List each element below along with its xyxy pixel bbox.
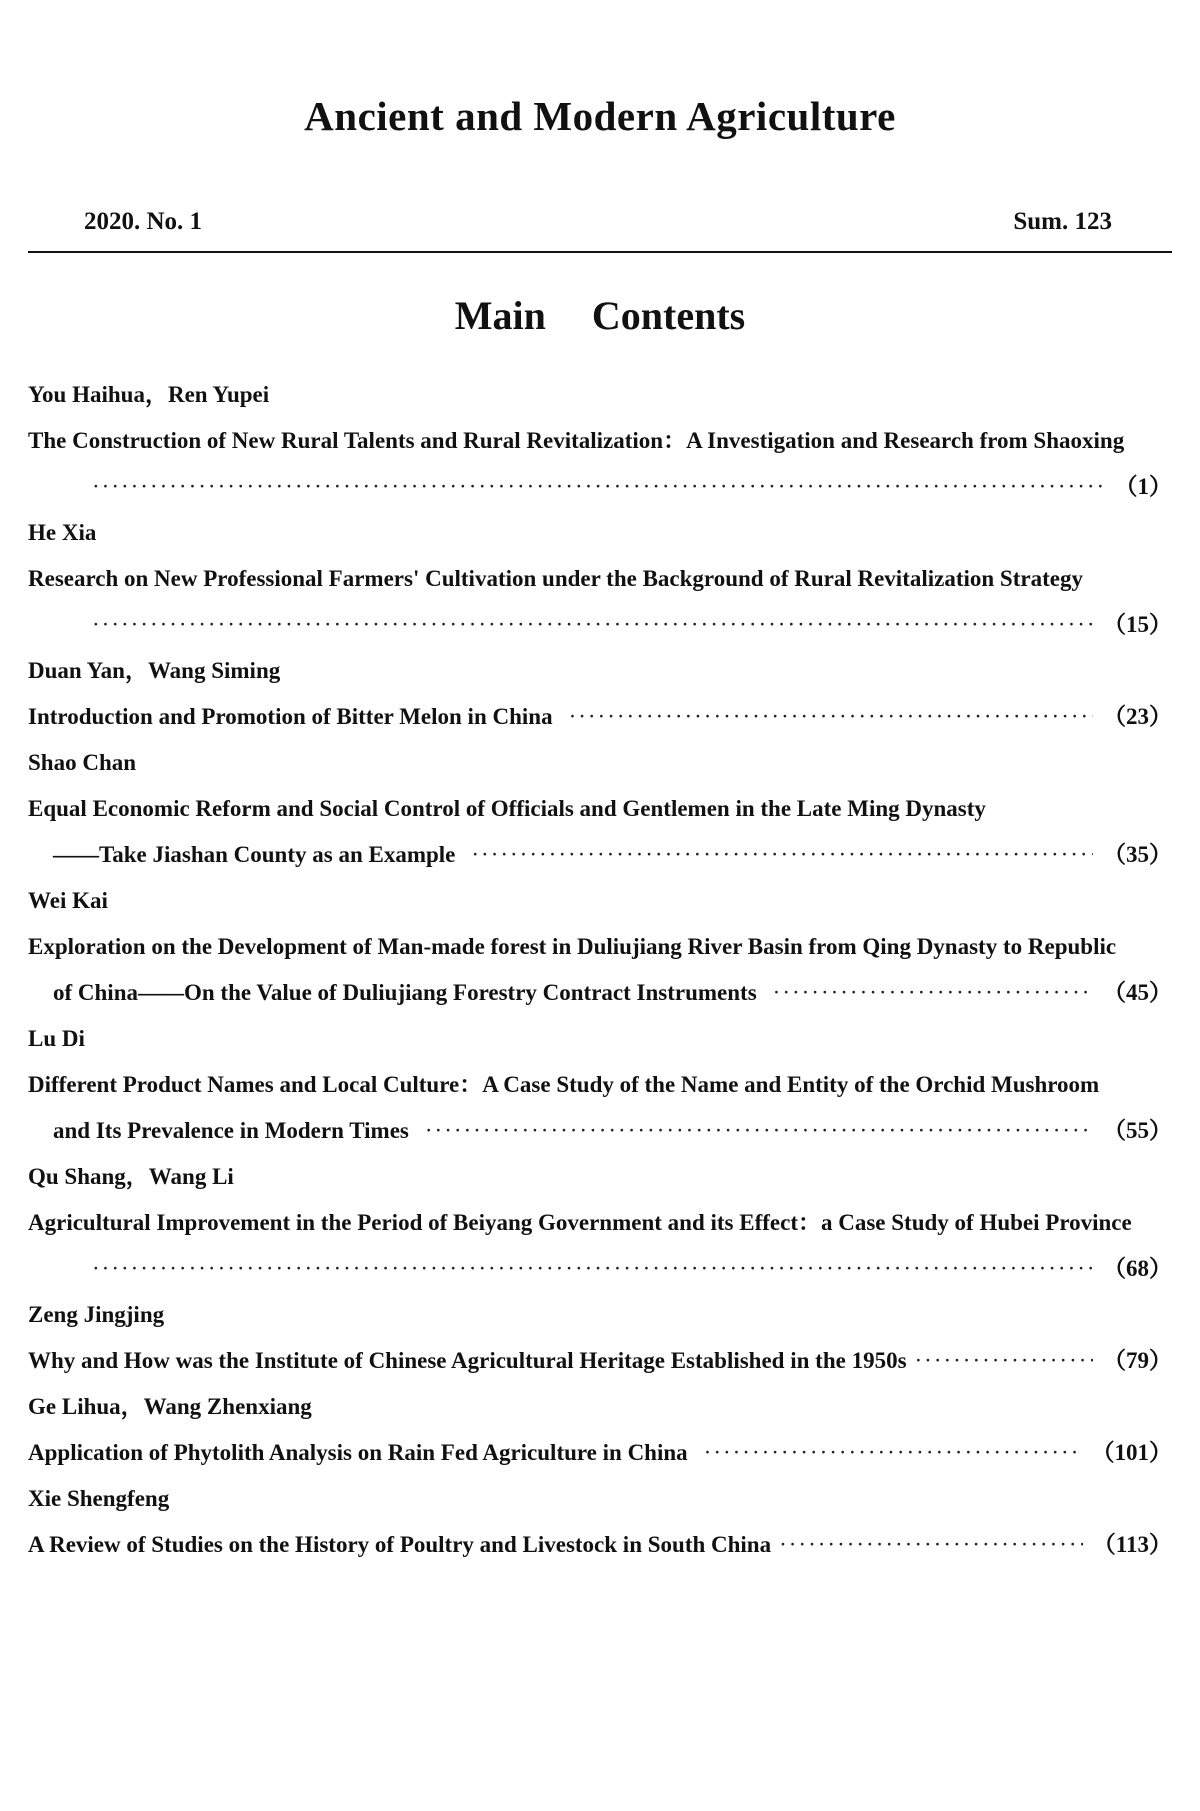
- entry-leader-line: [28, 464, 1172, 510]
- entry-title[interactable]: Application of Phytolith Analysis on Rain Fed Agriculture in China: [28, 1440, 688, 1465]
- journal-title: Ancient and Modern Agriculture: [304, 93, 896, 139]
- entry-title[interactable]: The Construction of New Rural Talents and Rural Revitalization：A Investigation and Research from Shaoxing: [28, 428, 1125, 453]
- entry-title[interactable]: Equal Economic Reform and Social Control of Officials and Gentlemen in the Late Ming Dynasty: [28, 796, 986, 821]
- entry-authors: Lu Di: [28, 1026, 85, 1051]
- entry-title[interactable]: Why and How was the Institute of Chinese Agricultural Heritage Established in the 1950s: [28, 1348, 907, 1373]
- issue-number: 2020. No. 1: [84, 208, 203, 235]
- entry-page: （35）: [1103, 842, 1172, 867]
- entry-title-line: [28, 970, 1172, 1016]
- entry-title-line: [28, 1338, 1172, 1384]
- entry-title-line: [28, 1108, 1172, 1154]
- entry-page: （79）: [1103, 1348, 1172, 1373]
- dot-leader: [92, 1246, 1093, 1292]
- issue-sum: Sum. 123: [1013, 208, 1112, 235]
- entry-authors: Xie Shengfeng: [28, 1486, 170, 1511]
- entry-title-line: [28, 1430, 1172, 1476]
- dot-leader: [779, 1522, 1083, 1568]
- dot-leader: [92, 464, 1105, 510]
- entry-page: （23）: [1103, 704, 1172, 729]
- entry-title[interactable]: A Review of Studies on the History of Poultry and Livestock in South China: [28, 1532, 772, 1557]
- entry-authors: Zeng Jingjing: [28, 1302, 165, 1327]
- dot-leader: [471, 832, 1093, 878]
- entry-authors: Wei Kai: [28, 888, 108, 913]
- entry-authors: You Haihua，Ren Yupei: [28, 382, 270, 407]
- dot-leader: [704, 1430, 1082, 1476]
- dot-leader: [773, 970, 1093, 1016]
- entry-title[interactable]: Different Product Names and Local Culture：A Case Study of the Name and Entity of the Orchid Mushroom: [28, 1072, 1100, 1097]
- dot-leader: [569, 694, 1093, 740]
- dot-leader: [425, 1108, 1093, 1154]
- entry-title-line: [28, 1522, 1172, 1568]
- header-rule: [28, 251, 1172, 253]
- entry-page: （45）: [1103, 980, 1172, 1005]
- entry-authors: Qu Shang，Wang Li: [28, 1164, 234, 1189]
- entry-page: （55）: [1103, 1118, 1172, 1143]
- entry-title-continued[interactable]: of China——On the Value of Duliujiang Forestry Contract Instruments: [53, 980, 757, 1005]
- contents-heading: [0, 292, 1200, 339]
- entry-authors: Ge Lihua，Wang Zhenxiang: [28, 1394, 312, 1419]
- entry-leader-line: [28, 1246, 1172, 1292]
- table-of-contents: [28, 372, 1172, 1568]
- entry-title-line: [28, 832, 1172, 878]
- entry-authors: He Xia: [28, 520, 97, 545]
- contents-heading-word1: Main: [454, 293, 546, 338]
- entry-authors: Shao Chan: [28, 750, 137, 775]
- entry-leader-line: [28, 602, 1172, 648]
- entry-title-line: [28, 694, 1172, 740]
- entry-page: （15）: [1103, 612, 1172, 637]
- entry-page: （113）: [1092, 1532, 1172, 1557]
- entry-title[interactable]: Exploration on the Development of Man-made forest in Duliujiang River Basin from Qing Dynasty to Republic: [28, 934, 1117, 959]
- entry-page: （68）: [1103, 1256, 1172, 1281]
- contents-heading-word2: Contents: [591, 293, 746, 338]
- entry-page: （101）: [1091, 1440, 1172, 1465]
- entry-authors: Duan Yan，Wang Siming: [28, 658, 281, 683]
- entry-subtitle[interactable]: ——Take Jiashan County as an Example: [53, 842, 456, 867]
- dot-leader: [915, 1338, 1093, 1384]
- entry-title[interactable]: Agricultural Improvement in the Period of Beiyang Government and its Effect：a Case Study of Hubei Province: [28, 1210, 1132, 1235]
- entry-title[interactable]: Research on New Professional Farmers' Cultivation under the Background of Rural Revitalization Strategy: [28, 566, 1083, 591]
- entry-page: （1）: [1114, 474, 1172, 499]
- dot-leader: [92, 602, 1093, 648]
- entry-title-continued[interactable]: and Its Prevalence in Modern Times: [53, 1118, 409, 1143]
- entry-title[interactable]: Introduction and Promotion of Bitter Melon in China: [28, 704, 553, 729]
